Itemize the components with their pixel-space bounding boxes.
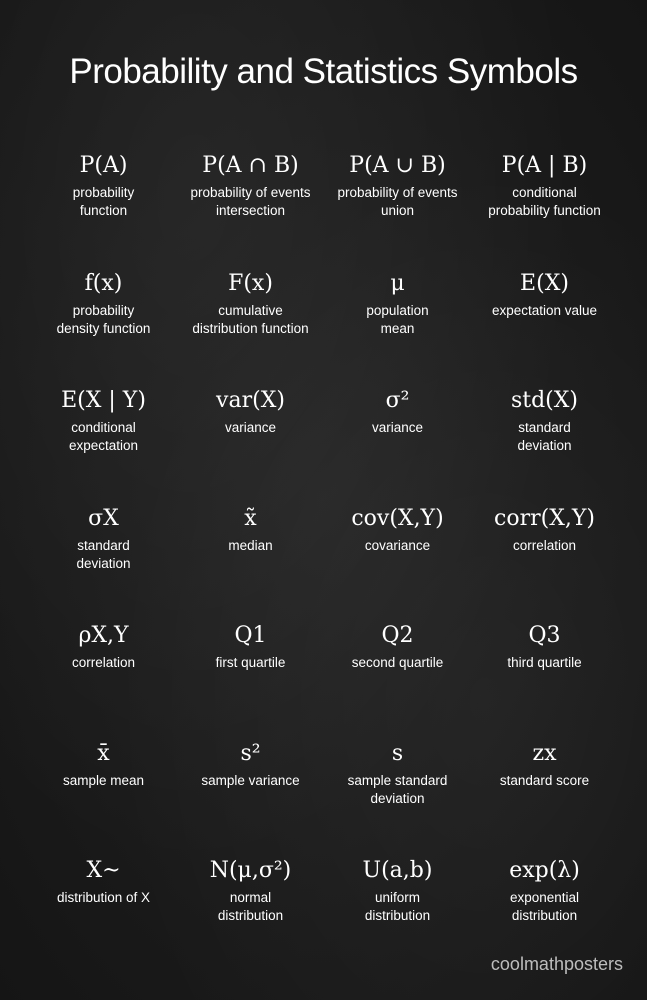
symbol-description: normal distribution — [217, 890, 284, 923]
math-symbol: E(X | Y) — [61, 388, 146, 413]
symbol-description: median — [228, 537, 273, 553]
math-symbol: P(A ∩ B) — [202, 153, 299, 178]
symbol-description: correlation — [512, 537, 577, 553]
symbol-card — [471, 385, 618, 503]
symbol-card — [30, 385, 177, 503]
page-title: Probability and Statistics Symbols — [69, 52, 578, 91]
math-symbol: ρX,Y — [78, 623, 129, 648]
math-symbol: x̄ — [97, 740, 110, 766]
math-symbol: exp(λ) — [509, 858, 580, 883]
math-symbol: P(A) — [79, 153, 128, 178]
symbol-card — [30, 620, 177, 738]
symbol-description: uniform distribution — [364, 890, 431, 923]
math-symbol: std(X) — [510, 388, 579, 413]
symbol-card — [177, 620, 324, 738]
math-symbol: σ² — [385, 388, 410, 413]
symbol-description: probability of events intersection — [190, 185, 311, 218]
math-symbol: corr(X,Y) — [494, 505, 595, 531]
symbol-card — [324, 268, 471, 386]
symbol-card — [30, 150, 177, 268]
math-symbol: X~ — [86, 858, 121, 883]
symbol-card — [177, 503, 324, 621]
symbol-card — [471, 268, 618, 386]
symbol-card — [177, 385, 324, 503]
math-symbol: Q1 — [234, 623, 267, 648]
symbol-card — [471, 150, 618, 268]
symbol-card — [30, 503, 177, 621]
symbol-description: sample variance — [201, 772, 300, 788]
symbol-grid — [30, 150, 618, 973]
math-symbol: E(X) — [520, 270, 569, 296]
symbol-card — [471, 503, 618, 621]
symbol-description: cumulative distribution function — [192, 302, 309, 336]
symbol-card — [177, 268, 324, 386]
symbol-description: sample standard deviation — [347, 772, 448, 806]
math-symbol: Q2 — [381, 623, 414, 648]
math-symbol: zx — [532, 740, 557, 766]
math-symbol: s — [391, 740, 404, 766]
symbol-description: sample mean — [62, 772, 145, 788]
symbol-card — [324, 620, 471, 738]
symbol-card — [177, 738, 324, 856]
symbol-card — [177, 150, 324, 268]
symbol-card — [324, 385, 471, 503]
symbol-description: standard deviation — [517, 420, 572, 453]
symbol-description: probability density function — [56, 302, 151, 336]
math-symbol: x̃ — [244, 505, 257, 531]
brand-watermark: coolmathposters — [490, 954, 623, 974]
math-symbol: P(A ∪ B) — [349, 153, 446, 178]
symbol-card — [30, 855, 177, 973]
symbol-card — [471, 738, 618, 856]
symbol-description: probability of events union — [337, 185, 458, 218]
symbol-card — [324, 738, 471, 856]
math-symbol: f(x) — [84, 270, 123, 296]
symbol-card — [324, 503, 471, 621]
math-symbol: P(A | B) — [501, 153, 588, 178]
symbol-description: correlation — [71, 655, 136, 670]
math-symbol: N(μ,σ²) — [209, 858, 292, 883]
symbol-description: probability function — [72, 185, 135, 218]
symbol-description: variance — [371, 420, 424, 435]
symbol-card — [30, 268, 177, 386]
symbol-description: covariance — [364, 537, 431, 553]
math-symbol: var(X) — [216, 388, 285, 413]
symbol-description: conditional probability function — [488, 185, 601, 218]
symbol-description: third quartile — [507, 655, 582, 670]
symbol-card — [324, 150, 471, 268]
symbol-description: population mean — [366, 302, 429, 336]
symbol-description: standard score — [499, 772, 590, 788]
math-symbol: μ — [390, 270, 405, 296]
symbol-card — [177, 855, 324, 973]
symbol-description: distribution of X — [56, 890, 151, 905]
math-symbol: σX — [88, 505, 119, 531]
symbol-card — [471, 620, 618, 738]
symbol-description: second quartile — [351, 655, 444, 670]
math-symbol: cov(X,Y) — [351, 505, 444, 531]
math-symbol: s² — [240, 740, 261, 766]
symbol-description: first quartile — [215, 655, 286, 670]
symbol-card — [30, 738, 177, 856]
math-symbol: U(a,b) — [362, 858, 433, 883]
symbol-description: exponential distribution — [509, 890, 580, 923]
math-symbol: F(x) — [228, 270, 273, 296]
math-symbol: Q3 — [528, 623, 561, 648]
symbol-description: conditional expectation — [68, 420, 139, 453]
symbol-description: standard deviation — [76, 537, 131, 571]
symbol-description: expectation value — [491, 302, 598, 318]
symbol-card — [324, 855, 471, 973]
symbol-description: variance — [224, 420, 277, 435]
